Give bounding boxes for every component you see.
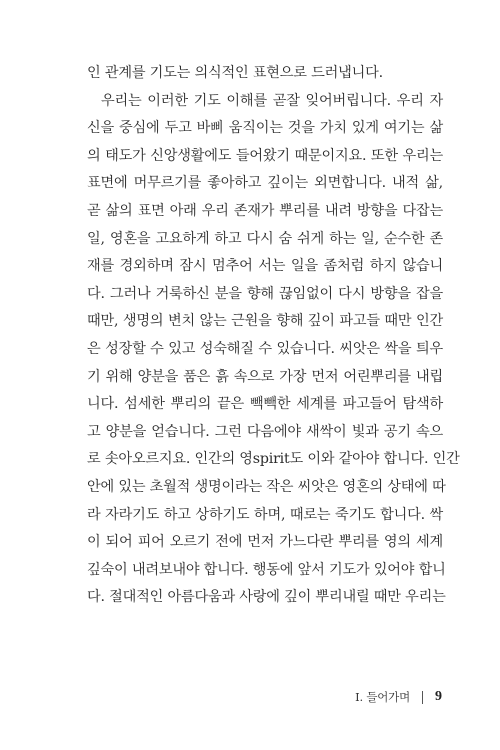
- text-line-1: 인 관계를 기도는 의식적인 표현으로 드러냅니다.: [87, 65, 383, 81]
- text-line-7: 일, 영혼을 고요하게 하고 다시 숨 쉬게 하는 일, 순수한 존: [87, 230, 443, 247]
- footer-divider: [422, 691, 423, 704]
- text-line-14: 고 양분을 얻습니다. 그런 다음에야 새싹이 빛과 공기 속으: [87, 423, 443, 440]
- text-line-9: 다. 그러나 거룩하신 분을 향해 끊임없이 다시 방향을 잡을: [87, 285, 443, 302]
- text-line-19: 깊숙이 내려보내야 합니다. 행동에 앞서 기도가 있어야 합니: [87, 561, 446, 578]
- text-line-11: 은 성장할 수 있고 성숙해질 수 있습니다. 씨앗은 싹을 틔우: [87, 340, 443, 357]
- text-line-17: 라 자라기도 하고 상하기도 하며, 때로는 죽기도 합니다. 싹: [87, 506, 443, 523]
- chapter-title: I. 들어가며: [355, 690, 410, 704]
- text-line-4: 의 태도가 신앙생활에도 들어왔기 때문이지요. 또한 우리는: [87, 147, 443, 164]
- text-line-10: 때만, 생명의 변치 않는 근원을 향해 깊이 파고들 때만 인간: [87, 313, 443, 330]
- text-line-16: 안에 있는 초월적 생명이라는 작은 씨앗은 영혼의 상태에 따: [87, 478, 446, 495]
- text-line-8: 재를 경외하며 잠시 멈추어 서는 일을 좀처럼 하지 않습니: [87, 258, 443, 275]
- text-line-12: 기 위해 양분을 품은 흙 속으로 가장 먼저 어린뿌리를 내립: [87, 368, 443, 385]
- text-line-3: 신을 중심에 두고 바삐 움직이는 것을 가치 있게 여기는 삶: [87, 120, 443, 137]
- text-line-13: 니다. 섬세한 뿌리의 끝은 빽빽한 세계를 파고들어 탐색하: [87, 396, 443, 413]
- text-line-2: 우리는 이러한 기도 이해를 곧잘 잊어버립니다. 우리 자: [101, 92, 443, 109]
- text-line-20: 다. 절대적인 아름다움과 사랑에 깊이 뿌리내릴 때만 우리는: [87, 589, 446, 606]
- body-text: [87, 60, 460, 612]
- text-line-18: 이 되어 피어 오르기 전에 먼저 가느다란 뿌리를 영의 세계: [87, 534, 443, 551]
- page-footer: [355, 687, 442, 707]
- text-line-5: 표면에 머무르기를 좋아하고 깊이는 외면합니다. 내적 삶,: [87, 175, 443, 192]
- page-number: 9: [435, 689, 442, 704]
- text-line-15: 로 솟아오르지요. 인간의 영spirit도 이와 같아야 합니다. 인간: [87, 451, 460, 468]
- text-line-6: 곧 삶의 표면 아래 우리 존재가 뿌리를 내려 방향을 다잡는: [87, 202, 443, 219]
